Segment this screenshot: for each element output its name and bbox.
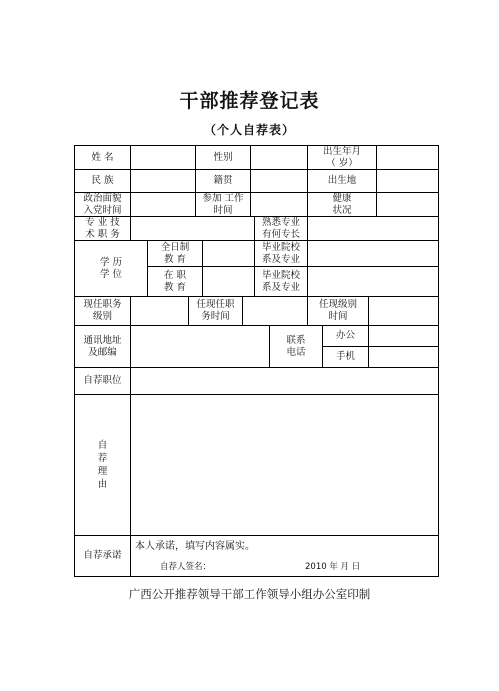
expertise-field[interactable] [308,217,438,240]
education-label: 学 历 学 位 [99,256,123,280]
form-subtitle: （个人自荐表） [203,123,295,137]
birthplace-label: 出生地 [327,175,357,186]
commitment-text: 本人承诺，填写内容属实。 [135,541,255,552]
onjob-school-field[interactable] [308,267,438,296]
native-field[interactable] [251,170,307,192]
signature-label: 自荐人签名： [160,562,212,572]
apply-position-field[interactable] [131,368,438,394]
signature-date: 2010 年 月 日 [305,562,361,572]
fulltime-field[interactable] [203,241,254,266]
professional-title-field[interactable] [131,217,254,240]
address-field[interactable] [131,326,269,367]
work-start-label: 参加 工作 时间 [202,192,244,216]
party-field[interactable] [131,193,195,216]
gender-label: 性别 [213,151,233,163]
position-label: 现任职务 级别 [83,299,122,322]
apply-position-label: 自荐职位 [83,375,122,386]
ethnicity-field[interactable] [131,170,195,192]
address-label: 通讯地址 及邮编 [83,334,122,358]
contact-label: 联系 电话 [286,334,306,358]
birthplace-field[interactable] [377,170,438,192]
name-label: 姓 名 [91,151,114,163]
health-label: 健康 状况 [332,192,352,216]
fulltime-school-field[interactable] [308,241,438,266]
mobile-field[interactable] [369,347,438,367]
expertise-label: 熟悉专业 有何专长 [261,216,300,240]
ethnicity-label: 民 族 [91,175,114,186]
onjob-label: 在 职 教 育 [163,269,187,293]
reason-field[interactable] [131,395,438,535]
fulltime-school-label: 毕业院校 系及专业 [261,241,300,265]
mobile-label: 手机 [335,351,355,362]
reason-label: 自 荐 理 由 [97,440,108,490]
birth-label: 出生年月 （ 岁） [322,145,361,169]
position-time-label: 任现任职 务时间 [196,299,235,322]
birth-field[interactable] [377,146,438,169]
onjob-field[interactable] [203,267,254,296]
professional-title-label: 专 业 技 术 职 务 [85,216,120,240]
commitment-label: 自荐承诺 [83,550,122,561]
position-field[interactable] [131,297,188,325]
native-label: 籍贯 [213,175,233,186]
name-field[interactable] [131,146,195,169]
position-time-field[interactable] [243,297,307,325]
office-phone-field[interactable] [369,326,438,346]
work-start-field[interactable] [251,193,307,216]
level-time-field[interactable] [369,297,438,325]
fulltime-label: 全日制 教 育 [160,241,190,265]
party-label: 政治面貌 入党时间 [83,192,122,216]
form-footer: 广西公开推荐领导干部工作领导小组办公室印制 [128,587,371,601]
onjob-school-label: 毕业院校 系及专业 [261,269,300,293]
level-time-label: 任现级别 时间 [318,299,357,322]
office-phone-label: 办公 [335,330,355,341]
form-title: 干部推荐登记表 [179,90,320,112]
gender-field[interactable] [251,146,307,169]
health-field[interactable] [377,193,438,216]
